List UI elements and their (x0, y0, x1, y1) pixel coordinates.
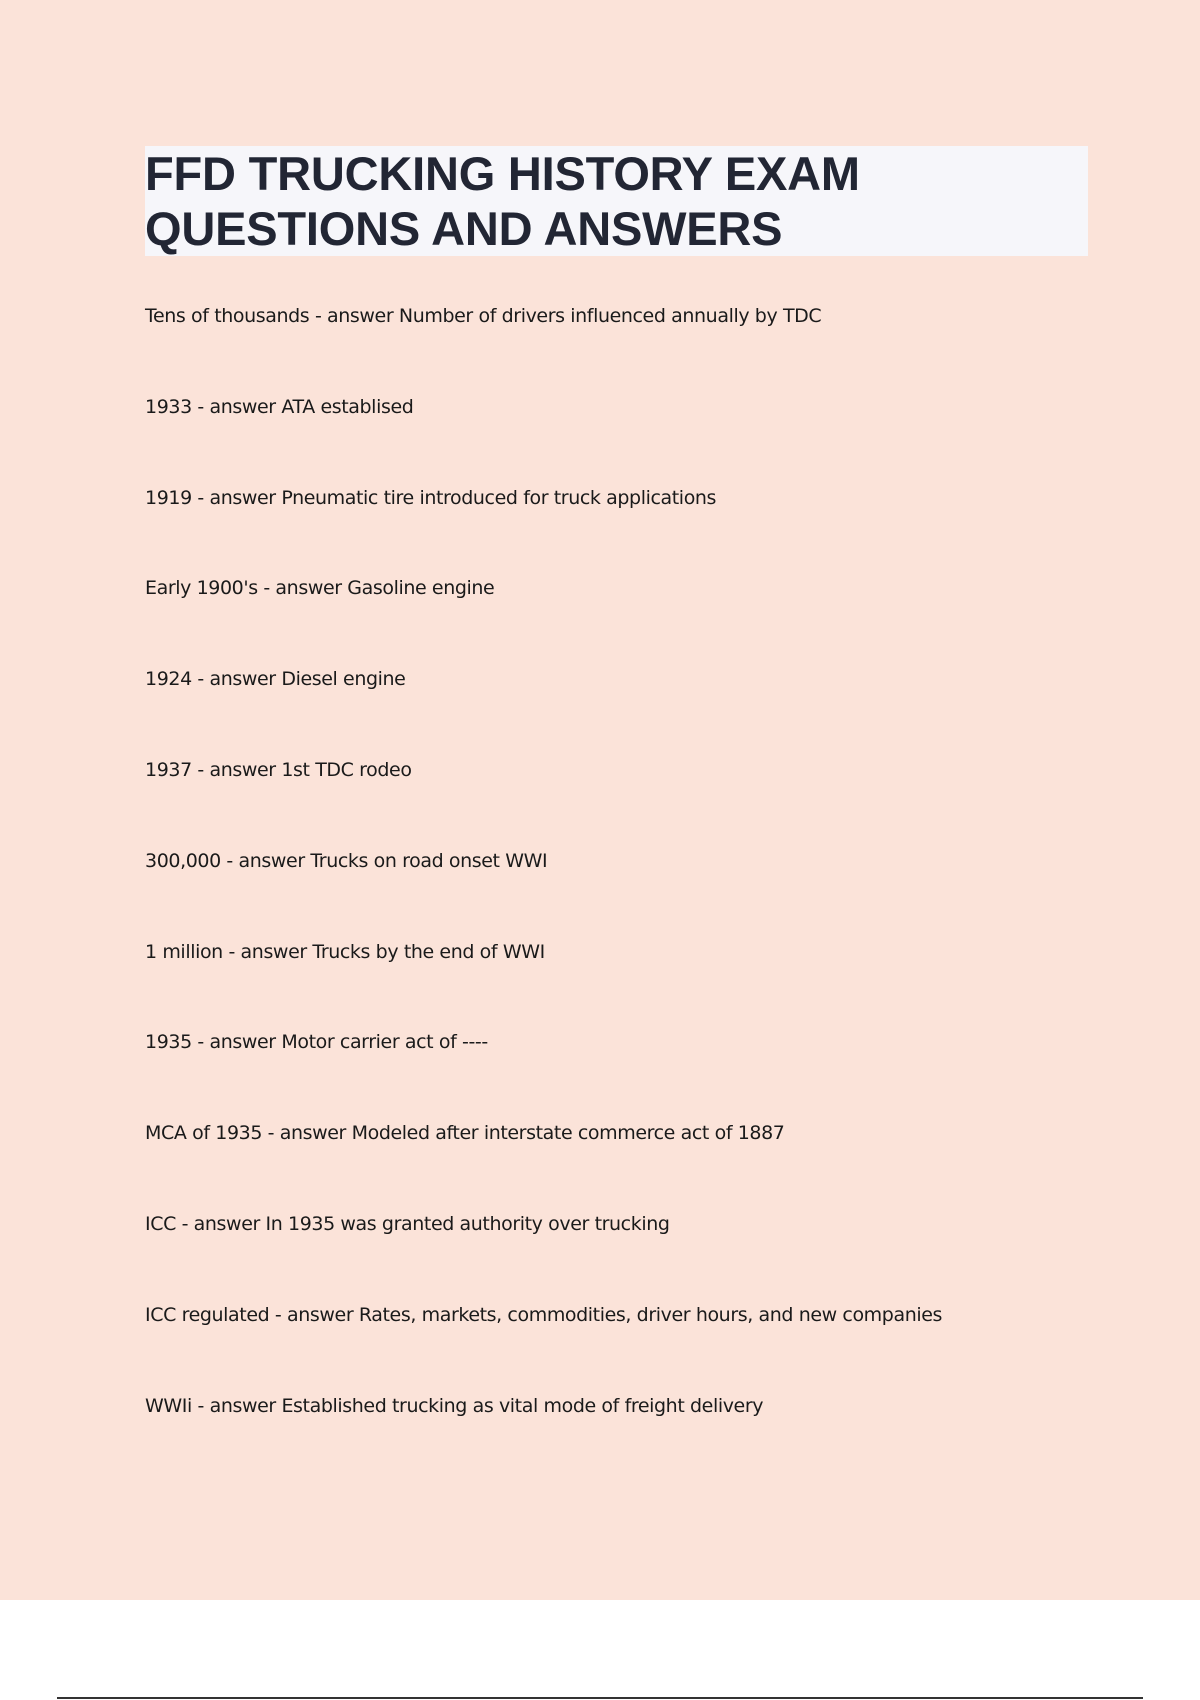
qa-item: 1 million - answer Trucks by the end of WWI (145, 940, 545, 963)
qa-item: 1935 - answer Motor carrier act of ---- (145, 1031, 488, 1054)
qa-item: 1919 - answer Pneumatic tire introduced for truck applications (145, 486, 717, 509)
title-line-1: FFD TRUCKING HISTORY EXAM (145, 147, 860, 200)
qa-item: Tens of thousands - answer Number of drivers influenced annually by TDC (145, 305, 822, 327)
qa-item: MCA of 1935 - answer Modeled after interstate commerce act of 1887 (145, 1122, 785, 1145)
title-highlight-box (145, 146, 1088, 256)
qa-item: ICC - answer In 1935 was granted authority over trucking (145, 1212, 670, 1235)
qa-item: ICC regulated - answer Rates, markets, commodities, driver hours, and new companies (145, 1303, 943, 1326)
qa-item: 1937 - answer 1st TDC rodeo (145, 758, 412, 781)
qa-item: 1924 - answer Diesel engine (145, 668, 406, 691)
qa-item: Early 1900's - answer Gasoline engine (145, 577, 495, 600)
title-line-2: QUESTIONS AND ANSWERS (145, 202, 783, 255)
qa-item: WWIi - answer Established trucking as vital mode of freight delivery (145, 1394, 764, 1417)
bottom-divider-line (57, 1697, 1143, 1699)
qa-list (145, 300, 1145, 1480)
qa-item: 1933 - answer ATA establised (145, 395, 414, 418)
document-title (145, 146, 1088, 256)
qa-item: 300,000 - answer Trucks on road onset WWI (145, 849, 548, 872)
